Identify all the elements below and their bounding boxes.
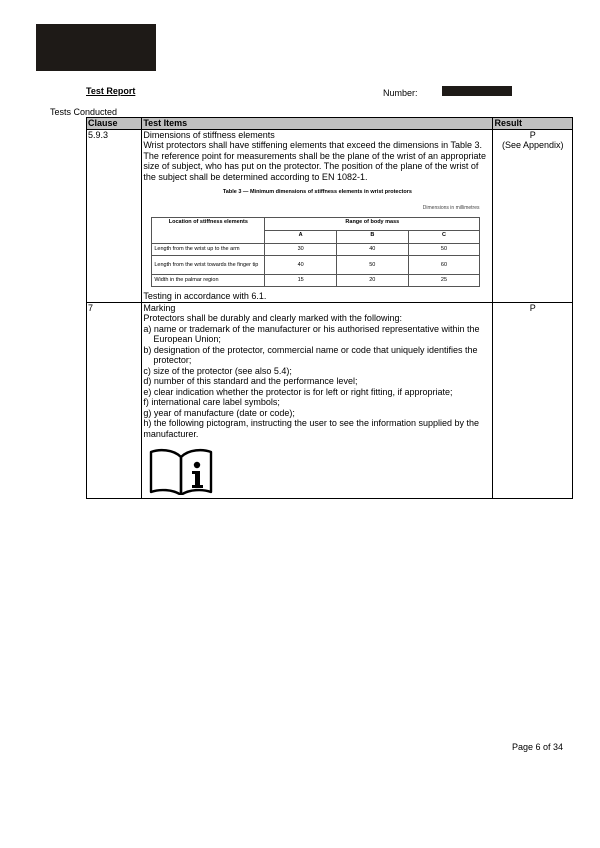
column-c-header: C — [408, 231, 480, 244]
item-description: Wrist protectors shall have stiffening elements that exceed the dimensions in Table 3. The reference point for measurements shall be the plane of the wrist of an appropriate size of subject, who has put on the protector. The position of the plane of the wrist of the subject shall be determined according to EN 1082-1. — [143, 140, 487, 182]
result-value: P — [529, 302, 536, 313]
result-note: (See Appendix) — [501, 140, 564, 150]
result-cell — [493, 129, 573, 302]
list-item: c) size of the protector (see also 5.4); — [143, 365, 292, 376]
page-number: Page 6 of 34 — [512, 742, 564, 752]
table-header-row — [87, 118, 573, 130]
report-number-label: Number: — [383, 88, 418, 98]
list-item: g) year of manufacture (date or code); — [143, 407, 295, 418]
item-heading: Marking — [143, 302, 176, 313]
table-row — [152, 244, 480, 256]
marking-requirements-list — [143, 324, 491, 440]
tests-table — [86, 117, 573, 499]
table-row — [87, 129, 573, 302]
column-a-header: A — [265, 231, 337, 244]
row-label: Width in the palmar region — [152, 275, 265, 287]
table3-caption: Table 3 — Minimum dimensions of stiffness elements in wrist protectors — [222, 189, 412, 195]
value-cell: 60 — [408, 256, 480, 275]
value-cell: 30 — [265, 244, 337, 256]
result-value: P — [529, 129, 536, 140]
testing-note: Testing in accordance with 6.1. — [143, 291, 267, 301]
result-header: Result — [493, 118, 573, 130]
list-item — [143, 324, 491, 345]
list-item — [143, 345, 491, 366]
table-row — [152, 275, 480, 287]
section-label: Tests Conducted — [50, 107, 118, 117]
list-item: f) international care label symbols; — [143, 397, 280, 407]
redacted-report-number — [442, 86, 512, 96]
list-item: d) number of this standard and the performance level; — [143, 376, 358, 386]
table-row — [87, 302, 573, 498]
list-item-continuation: European Union; — [153, 334, 221, 344]
value-cell: 25 — [408, 275, 480, 287]
list-item-text: b) designation of the protector, commercial name or code that uniquely identifies the — [143, 344, 478, 355]
clause-cell: 5.9.3 — [87, 129, 142, 302]
range-header: Range of body mass — [265, 218, 480, 231]
value-cell: 50 — [336, 256, 408, 275]
clause-cell: 7 — [87, 302, 142, 498]
value-cell: 40 — [336, 244, 408, 256]
test-item-cell — [142, 129, 493, 302]
list-item: e) clear indication whether the protector is for left or right fitting, if appropriate; — [143, 386, 453, 397]
list-item-continuation: protector; — [153, 355, 192, 365]
information-book-icon — [149, 445, 213, 495]
stiffness-dimensions-table — [151, 217, 480, 287]
redacted-logo — [36, 24, 156, 71]
value-cell: 50 — [408, 244, 480, 256]
value-cell: 40 — [265, 256, 337, 275]
list-item: h) the following pictogram, instructing the user to see the information supplied by the manufacturer. — [143, 418, 480, 439]
value-cell: 20 — [336, 275, 408, 287]
item-description: Protectors shall be durably and clearly marked with the following: — [143, 313, 402, 323]
list-item-text: a) name or trademark of the manufacturer or his authorised representative within the — [143, 323, 480, 334]
test-items-header: Test Items — [142, 118, 493, 130]
test-item-cell — [142, 302, 493, 498]
column-b-header: B — [336, 231, 408, 244]
item-heading: Dimensions of stiffness elements — [143, 129, 275, 140]
value-cell: 15 — [265, 275, 337, 287]
row-label: Length from the wrist towards the finger tip — [152, 256, 265, 275]
table-row — [152, 256, 480, 275]
location-header: Location of stiffness elements — [152, 218, 265, 244]
report-title: Test Report — [86, 86, 136, 96]
table3-units: Dimensions in millimetres — [422, 204, 480, 211]
result-cell — [493, 302, 573, 498]
row-label: Length from the wrist up to the arm — [152, 244, 265, 256]
clause-header: Clause — [87, 118, 142, 130]
